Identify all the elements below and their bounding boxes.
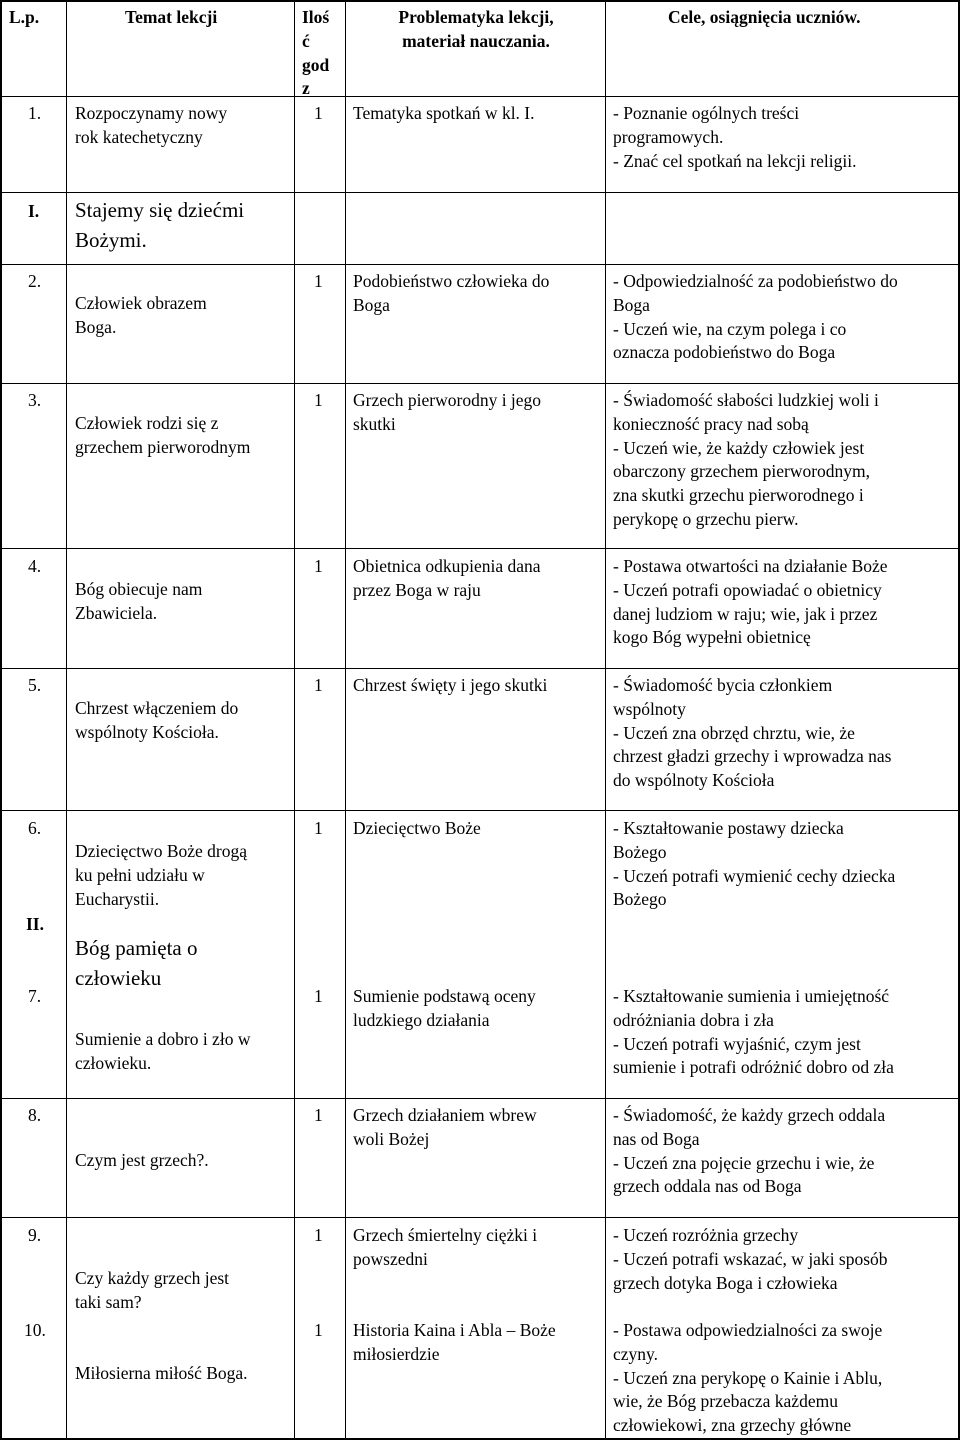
row-divider	[0, 1217, 960, 1218]
row-6-goals: - Kształtowanie postawy dziecka Bożego - Uczeń potrafi wymienić cechy dziecka Bożego	[613, 818, 896, 910]
section-1-lp: I.	[28, 201, 40, 221]
column-divider	[294, 0, 295, 1440]
section-2-title: Bóg pamięta o człowieku	[75, 936, 198, 990]
row-4-lp: 4.	[28, 556, 42, 576]
row-1-goals: - Poznanie ogólnych treści programowych. - Znać cel spotkań na lekcji religii.	[613, 103, 857, 171]
row-2-lp: 2.	[28, 271, 42, 291]
row-2-hours: 1	[314, 271, 323, 291]
row-5-hours: 1	[314, 675, 323, 695]
row-5-goals: - Świadomość bycia członkiem wspólnoty - Uczeń zna obrzęd chrztu, wie, że chrzest gładzi grzechy i wprowadza nas do wspólnoty Kościoła	[613, 675, 892, 791]
row-2-problem: Podobieństwo człowieka do Boga	[353, 271, 550, 315]
row-3-topic: Człowiek rodzi się z grzechem pierworodnym	[75, 413, 251, 457]
row-8-goals: - Świadomość, że każdy grzech oddala nas od Boga - Uczeń zna pojęcie grzechu i wie, że grzech oddala nas od Boga	[613, 1105, 886, 1197]
row-10-goals: - Postawa odpowiedzialności za swoje czyny. - Uczeń zna perykopę o Kainie i Ablu, wie, że Bóg przebacza każdemu człowiekowi, zna grzechy główne	[613, 1320, 883, 1436]
row-8-problem: Grzech działaniem wbrew woli Bożej	[353, 1105, 537, 1149]
row-4-topic: Bóg obiecuje nam Zbawiciela.	[75, 579, 203, 623]
row-4-goals: - Postawa otwartości na działanie Boże - Uczeń potrafi opowiadać o obietnicy danej ludziom w raju; wie, jak i przez kogo Bóg wypełni obietnicę	[613, 556, 888, 648]
section-1-title: Stajemy się dziećmi Bożymi.	[75, 198, 245, 252]
header-lp: L.p.	[9, 7, 40, 27]
row-7-topic: Sumienie a dobro i zło w człowieku.	[75, 1029, 251, 1073]
row-2-goals: - Odpowiedzialność za podobieństwo do Boga - Uczeń wie, na czym polega i co oznacza podobieństwo do Boga	[613, 271, 898, 363]
row-divider	[0, 264, 960, 265]
row-1-problem: Tematyka spotkań w kl. I.	[353, 103, 535, 123]
header-hours: Iloś ć god z	[302, 7, 330, 99]
row-3-problem: Grzech pierworodny i jego skutki	[353, 390, 542, 434]
row-8-lp: 8.	[28, 1105, 42, 1125]
row-6-problem: Dziecięctwo Boże	[353, 818, 481, 838]
row-9-topic: Czy każdy grzech jest taki sam?	[75, 1268, 230, 1312]
row-1-topic: Rozpoczynamy nowy rok katechetyczny	[75, 103, 228, 147]
row-4-problem: Obietnica odkupienia dana przez Boga w raju	[353, 556, 541, 600]
column-divider	[345, 0, 346, 1440]
row-9-problem: Grzech śmiertelny ciężki i powszedni	[353, 1225, 538, 1269]
header-goals: Cele, osiągnięcia uczniów.	[668, 7, 861, 27]
row-7-problem: Sumienie podstawą oceny ludzkiego działania	[353, 986, 536, 1030]
row-2-topic: Człowiek obrazem Boga.	[75, 293, 207, 337]
row-7-lp: 7.	[28, 986, 42, 1006]
row-10-lp: 10.	[24, 1320, 46, 1340]
column-divider	[66, 0, 67, 1440]
header-topic: Temat lekcji	[125, 7, 218, 27]
row-5-topic: Chrzest włączeniem do wspólnoty Kościoła.	[75, 698, 239, 742]
row-divider	[0, 548, 960, 549]
row-10-hours: 1	[314, 1320, 323, 1340]
row-6-lp: 6.	[28, 818, 42, 838]
row-divider	[0, 383, 960, 384]
row-9-lp: 9.	[28, 1225, 42, 1245]
row-6-hours: 1	[314, 818, 323, 838]
row-3-goals: - Świadomość słabości ludzkiej woli i konieczność pracy nad sobą - Uczeń wie, że każdy człowiek jest obarczony grzechem pierworodnym, zna skutki grzechu pierworodnego i perykopę o grzechu pierw.	[613, 390, 879, 529]
row-divider	[0, 668, 960, 669]
row-10-problem: Historia Kaina i Abla – Boże miłosierdzie	[353, 1320, 556, 1364]
row-5-lp: 5.	[28, 675, 42, 695]
row-divider	[0, 1098, 960, 1099]
row-9-hours: 1	[314, 1225, 323, 1245]
row-divider	[0, 96, 960, 97]
column-divider	[605, 0, 606, 1440]
row-divider	[0, 192, 960, 193]
row-1-lp: 1.	[28, 103, 42, 123]
header-problems: Problematyka lekcji, materiał nauczania.	[398, 7, 554, 51]
section-2-lp: II.	[26, 914, 44, 934]
row-3-lp: 3.	[28, 390, 42, 410]
row-6-topic: Dziecięctwo Boże drogą ku pełni udziału w Eucharystii.	[75, 841, 248, 909]
row-divider	[0, 810, 960, 811]
row-8-topic: Czym jest grzech?.	[75, 1150, 209, 1170]
row-3-hours: 1	[314, 390, 323, 410]
row-4-hours: 1	[314, 556, 323, 576]
row-7-hours: 1	[314, 986, 323, 1006]
row-9-goals: - Uczeń rozróżnia grzechy - Uczeń potrafi wskazać, w jaki sposób grzech dotyka Boga i człowieka	[613, 1225, 888, 1293]
row-8-hours: 1	[314, 1105, 323, 1125]
row-10-topic: Miłosierna miłość Boga.	[75, 1363, 248, 1383]
row-5-problem: Chrzest święty i jego skutki	[353, 675, 548, 695]
row-1-hours: 1	[314, 103, 323, 123]
row-7-goals: - Kształtowanie sumienia i umiejętność odróżniania dobra i zła - Uczeń potrafi wyjaśnić, czym jest sumienie i potrafi odróżnić dobro od zła	[613, 986, 894, 1078]
